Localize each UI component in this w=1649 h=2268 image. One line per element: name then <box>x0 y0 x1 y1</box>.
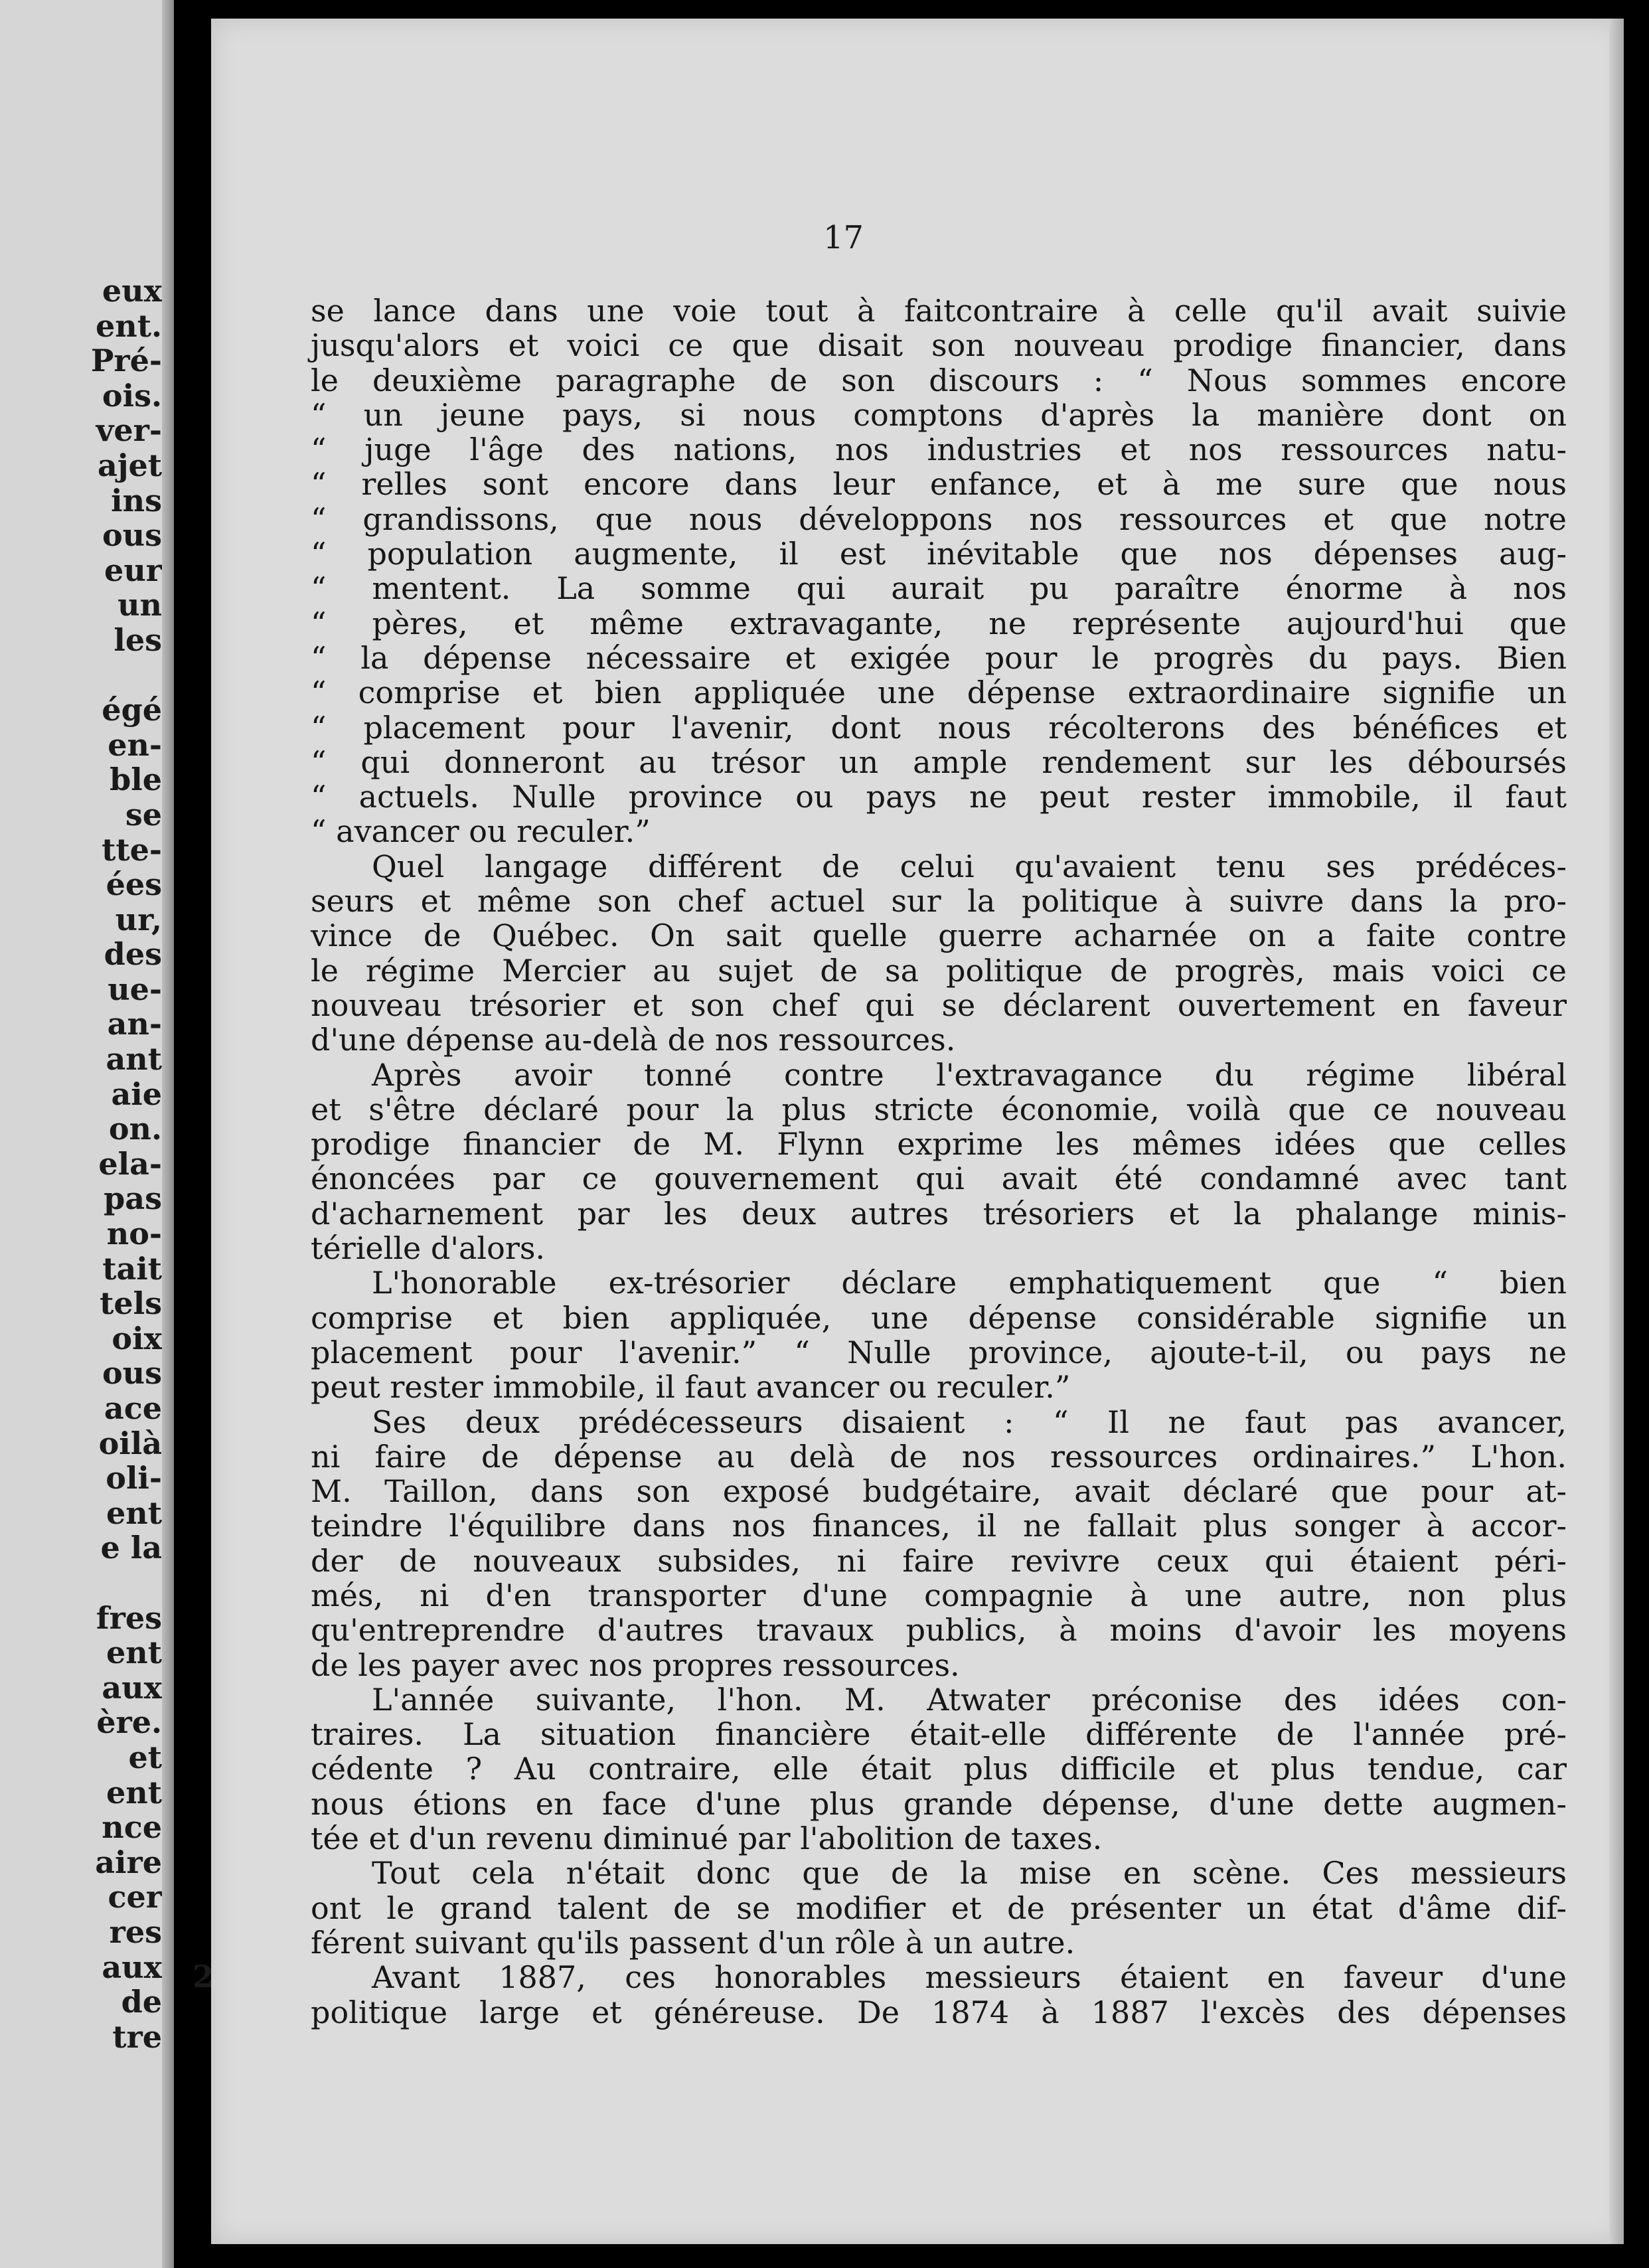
previous-page-fragment-line: fres <box>96 1599 162 1636</box>
text-line: Quel langage différent de celui qu'avaient tenu ses prédéces- <box>372 848 1567 884</box>
previous-page-fragment-line: ble <box>110 762 162 798</box>
previous-page-fragment-line: on. <box>108 1111 162 1147</box>
previous-page-fragment-line: un <box>118 587 162 623</box>
previous-page-fragment-line: aux <box>102 1949 162 1985</box>
previous-page-fragment-line: ins <box>111 482 162 519</box>
text-line: “ la dépense nécessaire et exigée pour le progrès du pays. Bien <box>311 639 1567 676</box>
previous-page-fragment-line: aie <box>111 1076 162 1112</box>
text-line: “ qui donneront au trésor un ample rendement sur les déboursés <box>311 744 1567 780</box>
text-line: cédente ? Au contraire, elle était plus difficile et plus tendue, car <box>311 1751 1567 1787</box>
text-line: jusqu'alors et voici ce que disait son nouveau prodige financier, dans <box>311 327 1567 364</box>
previous-page-fragment-line: oli- <box>106 1460 162 1497</box>
previous-page-fragment-line: oilà <box>98 1425 162 1461</box>
previous-page-fragment-line: cer <box>108 1879 162 1915</box>
previous-page-fragment-line: tels <box>100 1285 162 1322</box>
previous-page-fragment-line: tte- <box>102 831 162 868</box>
text-line: seurs et même son chef actuel sur la politique à suivre dans la pro- <box>311 883 1567 920</box>
text-line: “ mentent. La somme qui aurait pu paraître énorme à nos <box>311 570 1567 607</box>
text-line: M. Taillon, dans son exposé budgétaire, avait déclaré que pour at- <box>311 1473 1567 1510</box>
previous-page-fragment-line: ous <box>102 1355 162 1392</box>
text-line: férent suivant qu'ils passent d'un rôle à un autre. <box>311 1924 1075 1961</box>
previous-page-fragment-line: ent <box>106 1635 162 1671</box>
text-line: Après avoir tonné contre l'extravagance du régime libéral <box>372 1056 1567 1093</box>
text-line: “ placement pour l'avenir, dont nous récolterons des bénéfices et <box>311 709 1567 746</box>
text-line: placement pour l'avenir.” “ Nulle province, ajoute-t-il, ou pays ne <box>311 1334 1567 1370</box>
text-line: Tout cela n'était donc que de la mise en scène. Ces messieurs <box>372 1855 1567 1892</box>
text-line: Ses deux prédécesseurs disaient : “ Il ne faut pas avancer, <box>372 1404 1567 1440</box>
previous-page-fragment-line <box>5 1566 162 1601</box>
previous-page-fragment-line: ous <box>102 517 162 554</box>
text-line: teindre l'équilibre dans nos finances, il ne fallait plus songer à accor- <box>311 1508 1567 1544</box>
previous-page-fragment-line: oix <box>112 1320 162 1356</box>
text-line: traires. La situation financière était-elle différente de l'année pré- <box>311 1716 1567 1753</box>
text-line: més, ni d'en transporter d'une compagnie à une autre, non plus <box>311 1577 1567 1613</box>
page-gutter <box>162 0 174 2268</box>
previous-page-fragment-line: ent <box>106 1495 162 1531</box>
text-line: nous étions en face d'une plus grande dépense, d'une dette augmen- <box>311 1785 1567 1822</box>
previous-page-fragment-line: de <box>121 1984 162 2020</box>
text-line: ni faire de dépense au delà de nos ressources ordinaires.” L'hon. <box>311 1438 1567 1475</box>
previous-page-text <box>5 274 162 2054</box>
text-line: L'honorable ex-trésorier déclare emphatiquement que “ bien <box>372 1265 1567 1301</box>
previous-page-fragment-line: ajet <box>98 447 162 483</box>
previous-page-fragment-line: ver- <box>96 412 162 449</box>
text-line: d'une dépense au-delà de nos ressources. <box>311 1022 956 1058</box>
previous-page-fragment-line: ant <box>106 1041 162 1078</box>
previous-page-fragment-line: ois. <box>102 377 162 414</box>
previous-page-fragment-line: aire <box>95 1844 162 1880</box>
previous-page-fragment-line: res <box>109 1913 162 1950</box>
page-number: 17 <box>823 219 864 256</box>
text-line: L'année suivante, l'hon. M. Atwater préconise des idées con- <box>372 1681 1567 1718</box>
text-line: “ actuels. Nulle province ou pays ne peut rester immobile, il faut <box>311 779 1567 815</box>
text-line: “ population augmente, il est inévitable que nos dépenses aug- <box>311 536 1567 572</box>
text-line: de les payer avec nos propres ressources. <box>311 1647 960 1683</box>
signature-mark: 2 <box>193 1959 214 1994</box>
previous-page-fragment-line: tait <box>102 1250 162 1287</box>
text-line: “ comprise et bien appliquée une dépense extraordinaire signifie un <box>311 675 1567 711</box>
text-line: politique large et généreuse. De 1874 à 1887 l'excès des dépenses <box>311 1994 1567 2030</box>
previous-page-fragment-line: et <box>128 1739 162 1775</box>
document-page <box>211 19 1624 2244</box>
previous-page-fragment-line: se <box>125 796 162 833</box>
text-line: le deuxième paragraphe de son discours : “ Nous sommes encore <box>311 362 1567 398</box>
text-line: “ relles sont encore dans leur enfance, et à me sure que nous <box>311 466 1567 503</box>
previous-page-fragment-line: ent <box>106 1774 162 1811</box>
page-edge <box>1609 19 1624 2244</box>
text-line: et s'être déclaré pour la plus stricte économie, voilà que ce nouveau <box>311 1091 1567 1127</box>
previous-page-fragment-line: ur, <box>115 901 162 937</box>
previous-page-fragment <box>0 0 174 2268</box>
text-line: “ avancer ou reculer.” <box>311 813 651 850</box>
text-line: nouveau trésorier et son chef qui se déclarent ouvertement en faveur <box>311 987 1567 1023</box>
previous-page-fragment-line: ent. <box>96 307 162 344</box>
previous-page-fragment-line: eur <box>104 552 162 588</box>
previous-page-fragment-line: nce <box>102 1809 162 1846</box>
previous-page-fragment-line: ées <box>106 866 162 903</box>
text-line: “ grandissons, que nous développons nos ressources et que notre <box>311 501 1567 537</box>
text-line: prodige financier de M. Flynn exprime les mêmes idées que celles <box>311 1126 1567 1163</box>
previous-page-fragment-line: ue- <box>108 971 162 1007</box>
previous-page-fragment-line: égé <box>102 692 162 728</box>
previous-page-fragment-line: pas <box>104 1180 162 1217</box>
text-line: térielle d'alors. <box>311 1230 546 1267</box>
text-line: d'acharnement par les deux autres trésoriers et la phalange minis- <box>311 1195 1567 1232</box>
previous-page-fragment-line: aux <box>102 1669 162 1706</box>
text-line: tée et d'un revenu diminué par l'abolition de taxes. <box>311 1821 1103 1857</box>
previous-page-fragment-line: en- <box>108 726 162 763</box>
previous-page-fragment-line <box>5 658 162 693</box>
text-line: “ juge l'âge des nations, nos industries et nos ressources natu- <box>311 432 1567 468</box>
previous-page-fragment-line: des <box>104 936 162 973</box>
previous-page-fragment-line: eux <box>102 273 162 309</box>
previous-page-fragment-line: tre <box>112 2018 162 2055</box>
previous-page-fragment-line: ace <box>104 1390 162 1426</box>
text-line: qu'entreprendre d'autres travaux publics, à moins d'avoir les moyens <box>311 1612 1567 1649</box>
text-line: peut rester immobile, il faut avancer ou reculer.” <box>311 1369 1071 1406</box>
previous-page-fragment-line: an- <box>107 1006 162 1042</box>
text-line: vince de Québec. On sait quelle guerre acharnée on a faite contre <box>311 918 1567 954</box>
text-line: “ un jeune pays, si nous comptons d'après la manière dont on <box>311 396 1567 433</box>
previous-page-fragment-line: ère. <box>96 1704 162 1741</box>
text-line: ont le grand talent de se modifier et de présenter un état d'âme dif- <box>311 1890 1567 1926</box>
body-text <box>311 293 1567 2030</box>
text-line: Avant 1887, ces honorables messieurs étaient en faveur d'une <box>372 1959 1567 1996</box>
text-line: der de nouveaux subsides, ni faire revivre ceux qui étaient péri- <box>311 1542 1567 1579</box>
previous-page-fragment-line: no- <box>106 1216 162 1252</box>
previous-page-fragment-line: Pré- <box>90 343 162 379</box>
text-line: comprise et bien appliquée, une dépense considérable signifie un <box>311 1299 1567 1336</box>
previous-page-fragment-line: les <box>114 621 162 658</box>
text-line: se lance dans une voie tout à faitcontraire à celle qu'il avait suivie <box>311 293 1567 329</box>
text-line: le régime Mercier au sujet de sa politique de progrès, mais voici ce <box>311 952 1567 989</box>
text-line: “ pères, et même extravagante, ne représente aujourd'hui que <box>311 605 1567 641</box>
previous-page-fragment-line: ela- <box>98 1145 162 1182</box>
previous-page-fragment-line: e la <box>100 1530 162 1566</box>
text-line: énoncées par ce gouvernement qui avait été condamné avec tant <box>311 1161 1567 1197</box>
